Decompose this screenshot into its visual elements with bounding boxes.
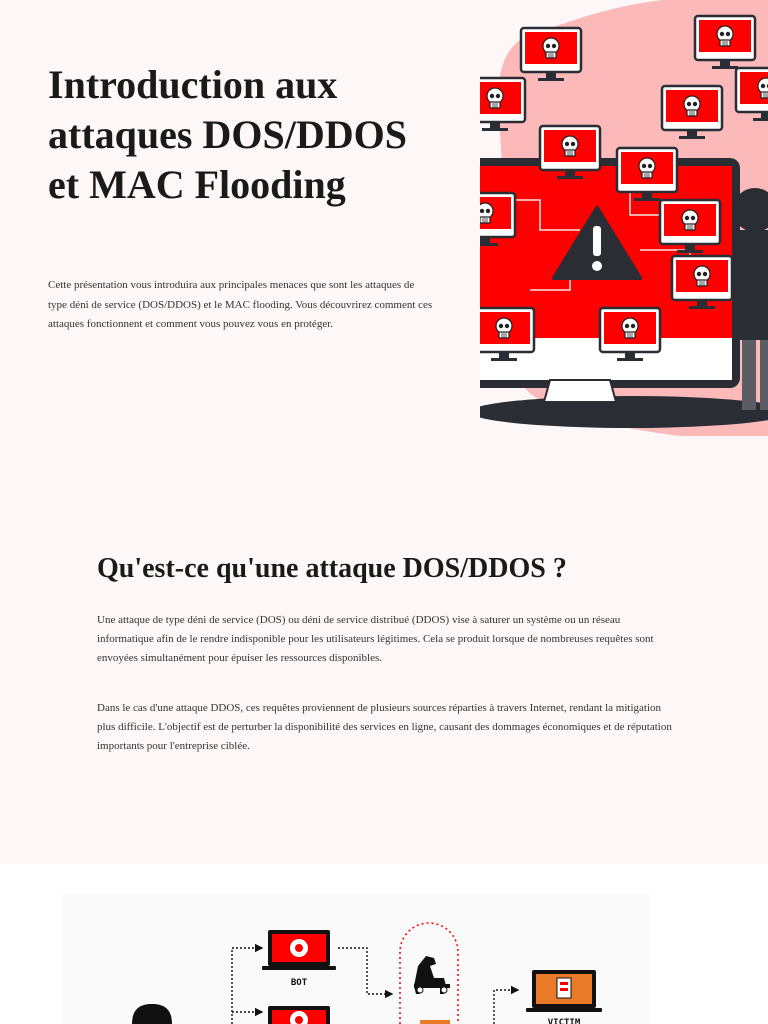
victim-label: VICTIM	[547, 1018, 581, 1024]
bot-laptop-2	[268, 1006, 330, 1024]
intro-text: Cette présentation vous introduira aux principales menaces que sont les attaques de type déni de service (DOS/DDOS) et le MAC flooding. Vous découvrirez comment ces attaques fonctionnent et comment vous pouvez vous en protéger.	[48, 279, 433, 330]
ddos-diagram	[62, 894, 650, 1024]
trojan-horse-icon	[414, 956, 450, 994]
victim-laptop	[526, 970, 602, 1012]
page-title: Introduction aux attaques DOS/DDOS et MAC Flooding	[48, 62, 407, 207]
section-paragraph-2: Dans le cas d'une attaque DDOS, ces requêtes proviennent de plusieurs sources réparties à travers Internet, rendant la mitigation plus difficile. L'objectif est de perturber la disponibilité des services en ligne, causant des dommages économiques et de réputation importants pour l'entreprise ciblée.	[97, 702, 672, 752]
section-paragraph-1: Une attaque de type déni de service (DOS) ou déni de service distribué (DDOS) vise à saturer un système ou un réseau informatique afin de le rendre indisponible pour les utilisateurs légitimes. Cela se produit lorsque de nombreuses requêtes sont envoyées simultanément pour épuiser les ressources disponibles.	[97, 614, 654, 664]
bot-laptop-1	[262, 930, 336, 970]
bot-label: BOT	[290, 978, 308, 988]
hero-illustration	[480, 0, 768, 436]
hacker-icon	[132, 1004, 172, 1024]
section-title: Qu'est-ce qu'une attaque DOS/DDOS ?	[97, 553, 567, 584]
